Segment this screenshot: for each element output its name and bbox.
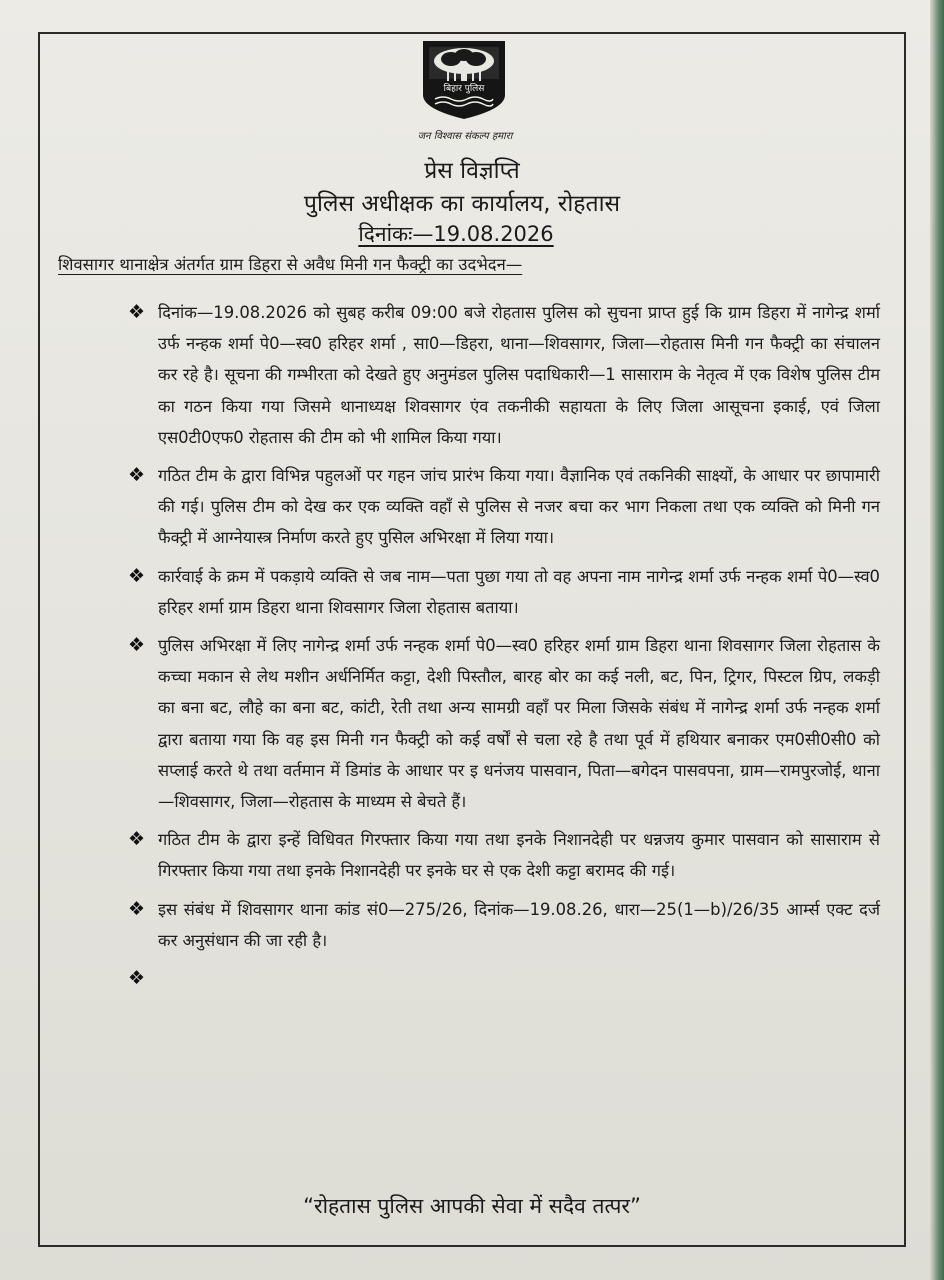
diamond-bullet-icon: ❖ (128, 897, 146, 920)
point-text: गठित टीम के द्वारा इन्हें विधिवत गिरफ्तार किया गया तथा इनके निशानदेही पर धन्नजय कुमार पासवान को सासाराम से गिरफ्तार किया गया तथा इनके निशानदेही पर इनके घर से एक देशी कट्टा बरामद की गई। (158, 830, 880, 881)
diamond-bullet-icon: ❖ (128, 301, 146, 323)
list-item (128, 824, 880, 886)
diamond-bullet-icon: ❖ (128, 967, 146, 990)
diamond-bullet-icon: ❖ (128, 828, 146, 851)
diamond-bullet-icon: ❖ (128, 464, 146, 487)
point-text: गठित टीम के द्वारा विभिन्न पहुलओं पर गहन जांच प्रारंभ किया गया। वैज्ञानिक एवं तकनिकी साक्ष्यों, के आधार पर छापामारी की गई। पुलिस टीम को देख कर एक व्यक्ति वहाँ से पुलिस से नजर बचा कर भाग निकला तथा एक व्यक्ति को मिनी गन फैक्ट्री में आग्नेयास्त्र निर्माण करते हुए पुसिल अभिरक्षा में लिया गया। (158, 466, 880, 548)
list-item (128, 561, 880, 623)
subject-line: शिवसागर थानाक्षेत्र अंतर्गत ग्राम डिहरा से अवैध मिनी गन फैक्ट्री का उदभेदन— (58, 255, 523, 274)
diamond-bullet-icon: ❖ (128, 564, 146, 587)
office-title: पुलिस अधीक्षक का कार्यालय, रोहतास (303, 191, 621, 217)
diamond-bullet-icon: ❖ (128, 634, 146, 657)
bihar-police-emblem-icon (421, 39, 507, 121)
point-text: पुलिस अभिरक्षा में लिए नागेन्द्र शर्मा उर्फ नन्हक शर्मा पे0—स्व0 हरिहर शर्मा ग्राम डिहरा थाना शिवसागर जिला रोहतास के कच्चा मकान से लेथ मशीन अर्धनिर्मित कट्टा, देशी पिस्तौल, बारह बोर का कई नली, बट, पिन, ट्रिगर, पिस्टल ग्रिप, लकड़ी का बना बट, लौहे का बना बट, कांटी, रेती तथा अन्य सामग्री वहाँ पर मिला जिसके संबंध में नागेन्द्र शर्मा उर्फ नन्हक शर्मा द्वारा बताया गया कि वह इस मिनी गन फैक्ट्री को कई वर्षों से चला रहे है तथा पूर्व में हथियार बनाकर एम0सी0सी0 को सप्लाई करते थे तथा वर्तमान में डिमांड के आधार पर इ धनंजय पासवान, पिता—बगेदन पासवपना, ग्राम—रामपुरजोई, थाना—शिवसागर, जिला—रोहतास के माध्यम से बेचते हैं। (158, 636, 880, 812)
footer-slogan: “रोहतास पुलिस आपकी सेवा में सदैव तत्पर” (303, 1194, 641, 1218)
list-item (128, 894, 880, 956)
list-item (128, 460, 880, 554)
list-item-empty (128, 963, 880, 994)
point-text: कार्रवाई के क्रम में पकड़ाये व्यक्ति से जब नाम—पता पुछा गया तो वह अपना नाम नागेन्द्र शर्मा उर्फ नन्हक शर्मा पे0—स्व0 हरिहर शर्मा ग्राम डिहरा थाना शिवसागर जिला रोहतास बताया। (158, 566, 880, 617)
release-date: दिनांकः—19.08.2026 (358, 222, 554, 246)
list-item (128, 297, 880, 453)
point-text: इस संबंध में शिवसागर थाना कांड सं0—275/26, दिनांक—19.08.26, धारा—25(1—b)/26/35 आर्म्स एक्ट दर्ज कर अनुसंधान की जा रही है। (158, 899, 880, 950)
logo-text: बिहार पुलिस (443, 84, 485, 94)
points-list (128, 297, 880, 1001)
motto: जन विश्वास संकल्प हमारा (417, 131, 513, 142)
list-item (128, 630, 880, 817)
press-release-title: प्रेस विज्ञप्ति (424, 158, 520, 184)
point-text: दिनांक—19.08.2026 को सुबह करीब 09:00 बजे रोहतास पुलिस को सुचना प्राप्त हुई कि ग्राम डिहरा में नागेन्द्र शर्मा उर्फ नन्हक शर्मा पे0—स्व0 हरिहर शर्मा , सा0—डिहरा, थाना—शिवसागर, जिला—रोहतास मिनी गन फैक्ट्री का संचालन कर रहे है। सूचना की गम्भीरता को देखते हुए अनुमंडल पुलिस पदाधिकारी—1 सासाराम के नेतृत्व में एक विशेष पुलिस टीम का गठन किया गया जिसमे थानाध्यक्ष शिवसागर एंव तकनीकी सहायता के लिए जिला आसूचना इकाई, एवं जिला एस0टी0एफ0 रोहतास की टीम को भी शामिल किया गया। (158, 303, 880, 447)
